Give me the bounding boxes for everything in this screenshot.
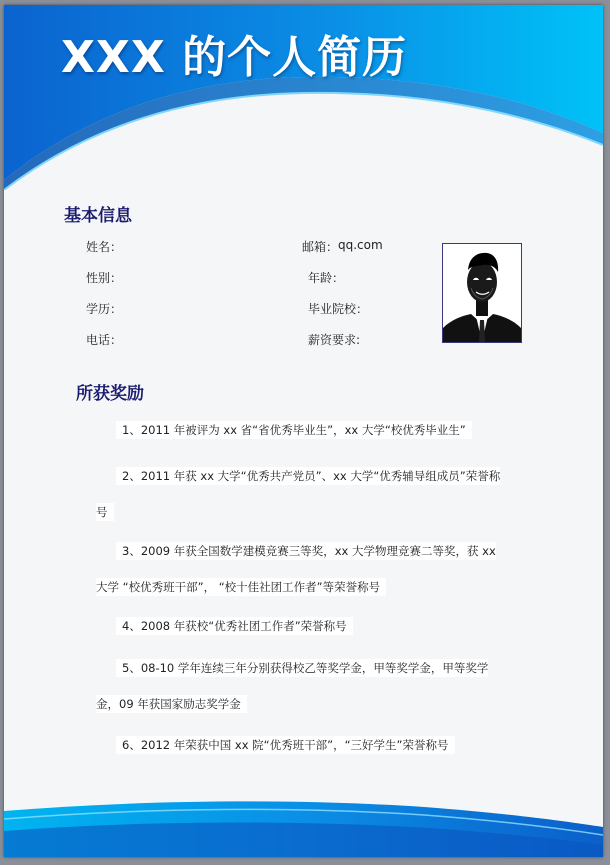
resume-page <box>4 5 603 857</box>
award-item-text: 5、08-10 学年连续三年分别获得校乙等奖学金，甲等奖学金，甲等奖学金，09 年获国家励志奖学金 <box>96 661 489 711</box>
award-item <box>96 650 506 722</box>
award-item-text: 4、2008 年获校“优秀社团工作者”荣誉称号 <box>116 617 353 635</box>
award-item <box>96 533 506 605</box>
phone-label: 电话： <box>86 333 123 347</box>
resume-title: XXX 的个人简历 <box>61 32 408 83</box>
person-silhouette-icon <box>443 244 521 342</box>
award-item-text: 1、2011 年被评为 xx 省“省优秀毕业生”，xx 大学“校优秀毕业生” <box>116 421 472 439</box>
salary-label: 薪资要求: <box>308 333 361 347</box>
award-item <box>96 412 506 448</box>
gender-label: 性别： <box>86 271 123 285</box>
section-title-awards: 所获奖励 <box>76 384 144 404</box>
name-label: 姓名： <box>86 240 123 254</box>
award-item-text: 3、2009 年获全国数学建模竞赛三等奖，xx 大学物理竞赛二等奖，获 xx 大学 “校优秀班干部”， “校十佳社团工作者”等荣誉称号 <box>96 544 496 594</box>
profile-photo <box>442 243 522 343</box>
age-label: 年龄： <box>308 271 345 285</box>
footer-wave <box>4 797 603 857</box>
section-title-basic-info: 基本信息 <box>64 206 132 226</box>
email-value: qq.com <box>338 238 383 252</box>
award-item-text: 6、2012 年荣获中国 xx 院“优秀班干部”，“三好学生”荣誉称号 <box>116 736 455 754</box>
award-item <box>96 727 506 763</box>
award-item-text: 2、2011 年获 xx 大学“优秀共产党员”、xx 大学“优秀辅导组成员”荣誉称号 <box>96 469 501 519</box>
school-label: 毕业院校： <box>308 302 369 316</box>
award-item <box>96 458 506 530</box>
award-item <box>96 608 506 644</box>
email-label: 邮箱： <box>302 240 339 254</box>
education-label: 学历： <box>86 302 123 316</box>
